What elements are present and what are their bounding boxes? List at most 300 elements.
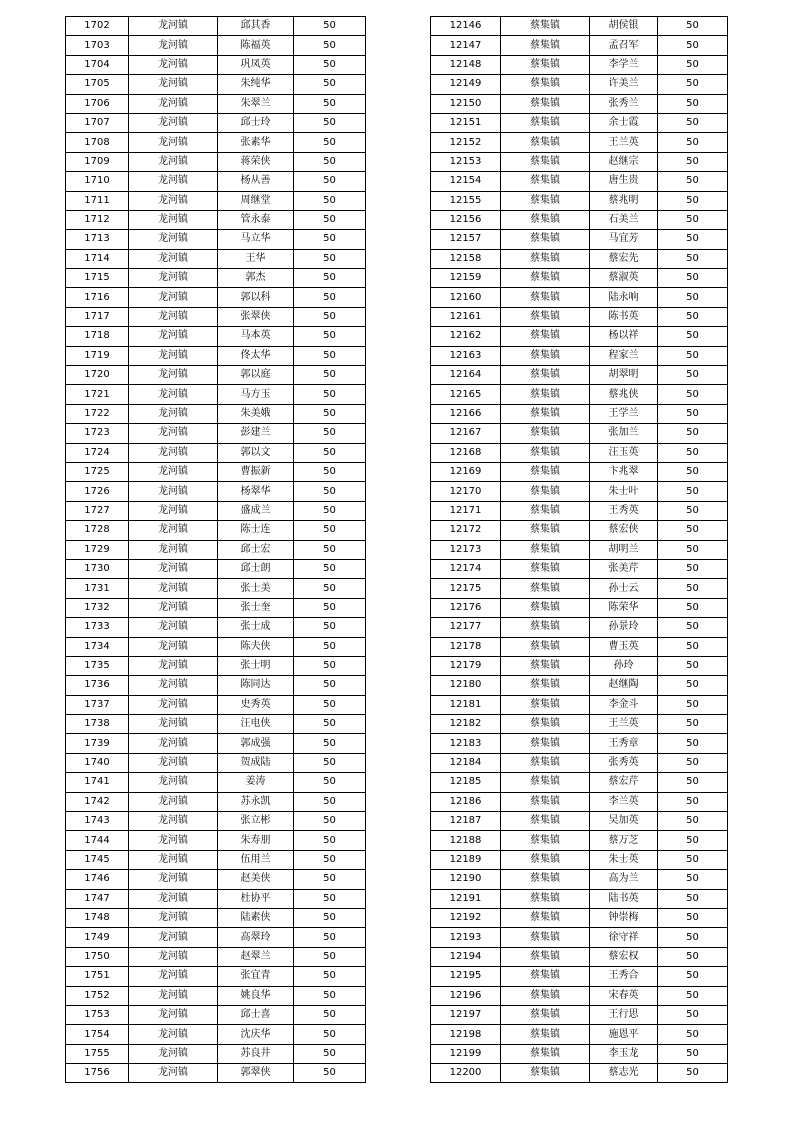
table-row	[66, 210, 366, 229]
amount-cell: 50	[294, 1064, 366, 1083]
person-name-cell: 马立华	[218, 230, 294, 249]
table-row	[66, 443, 366, 462]
table-row	[66, 94, 366, 113]
serial-number-cell: 12169	[431, 462, 501, 481]
amount-cell: 50	[294, 579, 366, 598]
amount-cell: 50	[658, 55, 728, 74]
person-name-cell: 张立彬	[218, 812, 294, 831]
amount-cell: 50	[294, 288, 366, 307]
serial-number-cell: 1745	[66, 850, 129, 869]
table-row	[431, 598, 728, 617]
serial-number-cell: 1731	[66, 579, 129, 598]
person-name-cell: 沈庆华	[218, 1025, 294, 1044]
table-row	[66, 928, 366, 947]
amount-cell: 50	[294, 850, 366, 869]
table-row	[66, 307, 366, 326]
amount-cell: 50	[294, 521, 366, 540]
person-name-cell: 朱寿朋	[218, 831, 294, 850]
person-name-cell: 卞兆翠	[590, 462, 658, 481]
town-cell: 蔡集镇	[501, 656, 590, 675]
town-cell: 龙河镇	[129, 482, 218, 501]
serial-number-cell: 1736	[66, 676, 129, 695]
serial-number-cell: 12157	[431, 230, 501, 249]
serial-number-cell: 12184	[431, 753, 501, 772]
serial-number-cell: 12148	[431, 55, 501, 74]
amount-cell: 50	[658, 521, 728, 540]
serial-number-cell: 12180	[431, 676, 501, 695]
town-cell: 龙河镇	[129, 1025, 218, 1044]
person-name-cell: 陈夫侠	[218, 637, 294, 656]
amount-cell: 50	[658, 113, 728, 132]
serial-number-cell: 12197	[431, 1005, 501, 1024]
town-cell: 龙河镇	[129, 385, 218, 404]
serial-number-cell: 1748	[66, 908, 129, 927]
amount-cell: 50	[294, 482, 366, 501]
table-row	[66, 385, 366, 404]
person-name-cell: 胡翠明	[590, 366, 658, 385]
table-row	[66, 1044, 366, 1063]
amount-cell: 50	[294, 1044, 366, 1063]
person-name-cell: 张素华	[218, 133, 294, 152]
serial-number-cell: 12165	[431, 385, 501, 404]
serial-number-cell: 12174	[431, 559, 501, 578]
serial-number-cell: 12190	[431, 870, 501, 889]
amount-cell: 50	[294, 94, 366, 113]
amount-cell: 50	[658, 967, 728, 986]
town-cell: 龙河镇	[129, 637, 218, 656]
serial-number-cell: 1733	[66, 618, 129, 637]
amount-cell: 50	[658, 404, 728, 423]
amount-cell: 50	[658, 307, 728, 326]
person-name-cell: 邱士朗	[218, 559, 294, 578]
town-cell: 龙河镇	[129, 307, 218, 326]
serial-number-cell: 12178	[431, 637, 501, 656]
person-name-cell: 赵美侠	[218, 870, 294, 889]
table-row	[431, 249, 728, 268]
person-name-cell: 曹振新	[218, 462, 294, 481]
amount-cell: 50	[658, 734, 728, 753]
person-name-cell: 陆书英	[590, 889, 658, 908]
serial-number-cell: 1707	[66, 113, 129, 132]
amount-cell: 50	[658, 1044, 728, 1063]
table-row	[431, 94, 728, 113]
amount-cell: 50	[294, 967, 366, 986]
town-cell: 龙河镇	[129, 928, 218, 947]
roster-table-left	[65, 16, 366, 1083]
person-name-cell: 陈同达	[218, 676, 294, 695]
person-name-cell: 姜涛	[218, 773, 294, 792]
serial-number-cell: 1732	[66, 598, 129, 617]
amount-cell: 50	[294, 55, 366, 74]
serial-number-cell: 1755	[66, 1044, 129, 1063]
person-name-cell: 蔡宏芹	[590, 773, 658, 792]
serial-number-cell: 12156	[431, 210, 501, 229]
amount-cell: 50	[658, 501, 728, 520]
person-name-cell: 唐生贵	[590, 172, 658, 191]
table-row	[66, 288, 366, 307]
amount-cell: 50	[294, 773, 366, 792]
table-row	[66, 831, 366, 850]
table-row	[431, 172, 728, 191]
amount-cell: 50	[294, 307, 366, 326]
table-row	[66, 753, 366, 772]
person-name-cell: 王学兰	[590, 404, 658, 423]
serial-number-cell: 1705	[66, 75, 129, 94]
person-name-cell: 高为兰	[590, 870, 658, 889]
table-row	[66, 676, 366, 695]
town-cell: 龙河镇	[129, 1064, 218, 1083]
table-row	[66, 1064, 366, 1083]
amount-cell: 50	[294, 443, 366, 462]
table-row	[66, 540, 366, 559]
amount-cell: 50	[294, 17, 366, 36]
town-cell: 蔡集镇	[501, 191, 590, 210]
serial-number-cell: 12173	[431, 540, 501, 559]
person-name-cell: 朱士英	[590, 850, 658, 869]
person-name-cell: 蔡万芝	[590, 831, 658, 850]
table-row	[66, 656, 366, 675]
town-cell: 龙河镇	[129, 579, 218, 598]
town-cell: 龙河镇	[129, 618, 218, 637]
town-cell: 蔡集镇	[501, 598, 590, 617]
person-name-cell: 蔡志光	[590, 1064, 658, 1083]
amount-cell: 50	[658, 831, 728, 850]
amount-cell: 50	[294, 870, 366, 889]
table-row	[431, 889, 728, 908]
table-row	[66, 191, 366, 210]
amount-cell: 50	[658, 928, 728, 947]
person-name-cell: 邱其香	[218, 17, 294, 36]
amount-cell: 50	[658, 152, 728, 171]
amount-cell: 50	[658, 288, 728, 307]
amount-cell: 50	[658, 753, 728, 772]
amount-cell: 50	[658, 346, 728, 365]
town-cell: 蔡集镇	[501, 1025, 590, 1044]
person-name-cell: 胡侯银	[590, 17, 658, 36]
table-row	[431, 55, 728, 74]
serial-number-cell: 1719	[66, 346, 129, 365]
table-row	[66, 1005, 366, 1024]
amount-cell: 50	[658, 327, 728, 346]
table-row	[431, 715, 728, 734]
table-row	[66, 346, 366, 365]
town-cell: 龙河镇	[129, 462, 218, 481]
person-name-cell: 曹玉英	[590, 637, 658, 656]
town-cell: 龙河镇	[129, 947, 218, 966]
table-row	[431, 443, 728, 462]
town-cell: 龙河镇	[129, 598, 218, 617]
serial-number-cell: 1712	[66, 210, 129, 229]
town-cell: 龙河镇	[129, 870, 218, 889]
serial-number-cell: 1744	[66, 831, 129, 850]
serial-number-cell: 12170	[431, 482, 501, 501]
person-name-cell: 杜协平	[218, 889, 294, 908]
serial-number-cell: 12161	[431, 307, 501, 326]
person-name-cell: 蔡宏权	[590, 947, 658, 966]
town-cell: 龙河镇	[129, 734, 218, 753]
serial-number-cell: 12164	[431, 366, 501, 385]
person-name-cell: 钟崇梅	[590, 908, 658, 927]
amount-cell: 50	[658, 36, 728, 55]
serial-number-cell: 12191	[431, 889, 501, 908]
amount-cell: 50	[294, 618, 366, 637]
table-row	[431, 676, 728, 695]
amount-cell: 50	[658, 210, 728, 229]
town-cell: 龙河镇	[129, 521, 218, 540]
table-row	[431, 366, 728, 385]
serial-number-cell: 12146	[431, 17, 501, 36]
amount-cell: 50	[294, 598, 366, 617]
table-row	[431, 521, 728, 540]
town-cell: 龙河镇	[129, 36, 218, 55]
town-cell: 蔡集镇	[501, 482, 590, 501]
table-row	[431, 230, 728, 249]
town-cell: 蔡集镇	[501, 792, 590, 811]
person-name-cell: 张秀兰	[590, 94, 658, 113]
serial-number-cell: 12183	[431, 734, 501, 753]
person-name-cell: 马本英	[218, 327, 294, 346]
person-name-cell: 张士奎	[218, 598, 294, 617]
person-name-cell: 朱纯华	[218, 75, 294, 94]
person-name-cell: 王秀英	[590, 501, 658, 520]
table-row	[431, 152, 728, 171]
town-cell: 蔡集镇	[501, 501, 590, 520]
table-row	[431, 618, 728, 637]
town-cell: 蔡集镇	[501, 210, 590, 229]
serial-number-cell: 12176	[431, 598, 501, 617]
amount-cell: 50	[294, 462, 366, 481]
town-cell: 蔡集镇	[501, 637, 590, 656]
amount-cell: 50	[658, 75, 728, 94]
table-row	[66, 715, 366, 734]
town-cell: 龙河镇	[129, 327, 218, 346]
town-cell: 龙河镇	[129, 346, 218, 365]
town-cell: 龙河镇	[129, 850, 218, 869]
town-cell: 蔡集镇	[501, 269, 590, 288]
serial-number-cell: 12196	[431, 986, 501, 1005]
person-name-cell: 管永泰	[218, 210, 294, 229]
person-name-cell: 李玉龙	[590, 1044, 658, 1063]
table-row	[66, 113, 366, 132]
town-cell: 龙河镇	[129, 540, 218, 559]
amount-cell: 50	[658, 17, 728, 36]
table-row	[431, 75, 728, 94]
town-cell: 龙河镇	[129, 113, 218, 132]
amount-cell: 50	[658, 637, 728, 656]
roster-table-right	[430, 16, 728, 1083]
town-cell: 蔡集镇	[501, 773, 590, 792]
person-name-cell: 苏良井	[218, 1044, 294, 1063]
serial-number-cell: 1704	[66, 55, 129, 74]
serial-number-cell: 1703	[66, 36, 129, 55]
serial-number-cell: 1749	[66, 928, 129, 947]
serial-number-cell: 1727	[66, 501, 129, 520]
table-row	[66, 637, 366, 656]
table-row	[431, 133, 728, 152]
serial-number-cell: 1722	[66, 404, 129, 423]
amount-cell: 50	[294, 676, 366, 695]
town-cell: 龙河镇	[129, 133, 218, 152]
amount-cell: 50	[294, 908, 366, 927]
person-name-cell: 盛成兰	[218, 501, 294, 520]
table-row	[66, 947, 366, 966]
table-row	[66, 559, 366, 578]
person-name-cell: 马方玉	[218, 385, 294, 404]
table-row	[431, 947, 728, 966]
person-name-cell: 王兰英	[590, 133, 658, 152]
serial-number-cell: 1729	[66, 540, 129, 559]
amount-cell: 50	[658, 559, 728, 578]
amount-cell: 50	[294, 385, 366, 404]
serial-number-cell: 1709	[66, 152, 129, 171]
amount-cell: 50	[658, 773, 728, 792]
person-name-cell: 王行思	[590, 1005, 658, 1024]
table-row	[66, 55, 366, 74]
table-row	[66, 870, 366, 889]
amount-cell: 50	[294, 36, 366, 55]
person-name-cell: 张士明	[218, 656, 294, 675]
amount-cell: 50	[294, 501, 366, 520]
town-cell: 蔡集镇	[501, 928, 590, 947]
serial-number-cell: 1726	[66, 482, 129, 501]
serial-number-cell: 12200	[431, 1064, 501, 1083]
serial-number-cell: 12166	[431, 404, 501, 423]
table-row	[431, 501, 728, 520]
town-cell: 蔡集镇	[501, 424, 590, 443]
person-name-cell: 李金斗	[590, 695, 658, 714]
town-cell: 蔡集镇	[501, 327, 590, 346]
town-cell: 蔡集镇	[501, 75, 590, 94]
amount-cell: 50	[294, 191, 366, 210]
serial-number-cell: 12168	[431, 443, 501, 462]
table-row	[431, 17, 728, 36]
town-cell: 蔡集镇	[501, 288, 590, 307]
town-cell: 龙河镇	[129, 210, 218, 229]
person-name-cell: 孟召军	[590, 36, 658, 55]
serial-number-cell: 1711	[66, 191, 129, 210]
person-name-cell: 张宜青	[218, 967, 294, 986]
table-row	[66, 792, 366, 811]
person-name-cell: 郭翠侠	[218, 1064, 294, 1083]
person-name-cell: 孙玲	[590, 656, 658, 675]
town-cell: 蔡集镇	[501, 618, 590, 637]
town-cell: 蔡集镇	[501, 133, 590, 152]
amount-cell: 50	[658, 443, 728, 462]
town-cell: 龙河镇	[129, 366, 218, 385]
person-name-cell: 蔡兆明	[590, 191, 658, 210]
person-name-cell: 陈荣华	[590, 598, 658, 617]
town-cell: 龙河镇	[129, 75, 218, 94]
table-row	[66, 618, 366, 637]
table-row	[66, 967, 366, 986]
table-row	[66, 986, 366, 1005]
serial-number-cell: 12154	[431, 172, 501, 191]
town-cell: 蔡集镇	[501, 1064, 590, 1083]
table-row	[431, 113, 728, 132]
person-name-cell: 邱士玲	[218, 113, 294, 132]
amount-cell: 50	[658, 579, 728, 598]
table-row	[66, 462, 366, 481]
table-row	[431, 870, 728, 889]
table-row	[431, 773, 728, 792]
town-cell: 龙河镇	[129, 172, 218, 191]
person-name-cell: 张士成	[218, 618, 294, 637]
table-row	[66, 695, 366, 714]
table-row	[431, 792, 728, 811]
serial-number-cell: 12185	[431, 773, 501, 792]
serial-number-cell: 1740	[66, 753, 129, 772]
table-row	[431, 424, 728, 443]
town-cell: 龙河镇	[129, 889, 218, 908]
town-cell: 龙河镇	[129, 773, 218, 792]
person-name-cell: 彭建兰	[218, 424, 294, 443]
serial-number-cell: 1750	[66, 947, 129, 966]
person-name-cell: 邱士喜	[218, 1005, 294, 1024]
town-cell: 龙河镇	[129, 812, 218, 831]
person-name-cell: 李学兰	[590, 55, 658, 74]
serial-number-cell: 12182	[431, 715, 501, 734]
amount-cell: 50	[658, 598, 728, 617]
serial-number-cell: 12189	[431, 850, 501, 869]
serial-number-cell: 12192	[431, 908, 501, 927]
amount-cell: 50	[658, 385, 728, 404]
table-row	[431, 753, 728, 772]
serial-number-cell: 1710	[66, 172, 129, 191]
town-cell: 蔡集镇	[501, 1044, 590, 1063]
serial-number-cell: 12179	[431, 656, 501, 675]
town-cell: 龙河镇	[129, 17, 218, 36]
person-name-cell: 徐守祥	[590, 928, 658, 947]
serial-number-cell: 12152	[431, 133, 501, 152]
table-row	[66, 404, 366, 423]
town-cell: 龙河镇	[129, 656, 218, 675]
person-name-cell: 陈福英	[218, 36, 294, 55]
table-row	[431, 482, 728, 501]
table-row	[431, 579, 728, 598]
table-row	[431, 269, 728, 288]
amount-cell: 50	[658, 366, 728, 385]
person-name-cell: 郭成强	[218, 734, 294, 753]
serial-number-cell: 1742	[66, 792, 129, 811]
table-row	[66, 521, 366, 540]
amount-cell: 50	[294, 540, 366, 559]
table-row	[431, 656, 728, 675]
table-row	[66, 75, 366, 94]
roster-body-left	[66, 17, 366, 1083]
town-cell: 蔡集镇	[501, 36, 590, 55]
amount-cell: 50	[658, 1025, 728, 1044]
amount-cell: 50	[658, 889, 728, 908]
serial-number-cell: 1751	[66, 967, 129, 986]
town-cell: 蔡集镇	[501, 385, 590, 404]
town-cell: 蔡集镇	[501, 715, 590, 734]
amount-cell: 50	[658, 462, 728, 481]
table-row	[66, 889, 366, 908]
person-name-cell: 孙士云	[590, 579, 658, 598]
amount-cell: 50	[294, 230, 366, 249]
town-cell: 蔡集镇	[501, 249, 590, 268]
amount-cell: 50	[658, 695, 728, 714]
serial-number-cell: 1737	[66, 695, 129, 714]
person-name-cell: 陈书英	[590, 307, 658, 326]
town-cell: 蔡集镇	[501, 831, 590, 850]
town-cell: 龙河镇	[129, 753, 218, 772]
town-cell: 蔡集镇	[501, 307, 590, 326]
town-cell: 龙河镇	[129, 152, 218, 171]
person-name-cell: 张加兰	[590, 424, 658, 443]
amount-cell: 50	[294, 346, 366, 365]
town-cell: 蔡集镇	[501, 55, 590, 74]
